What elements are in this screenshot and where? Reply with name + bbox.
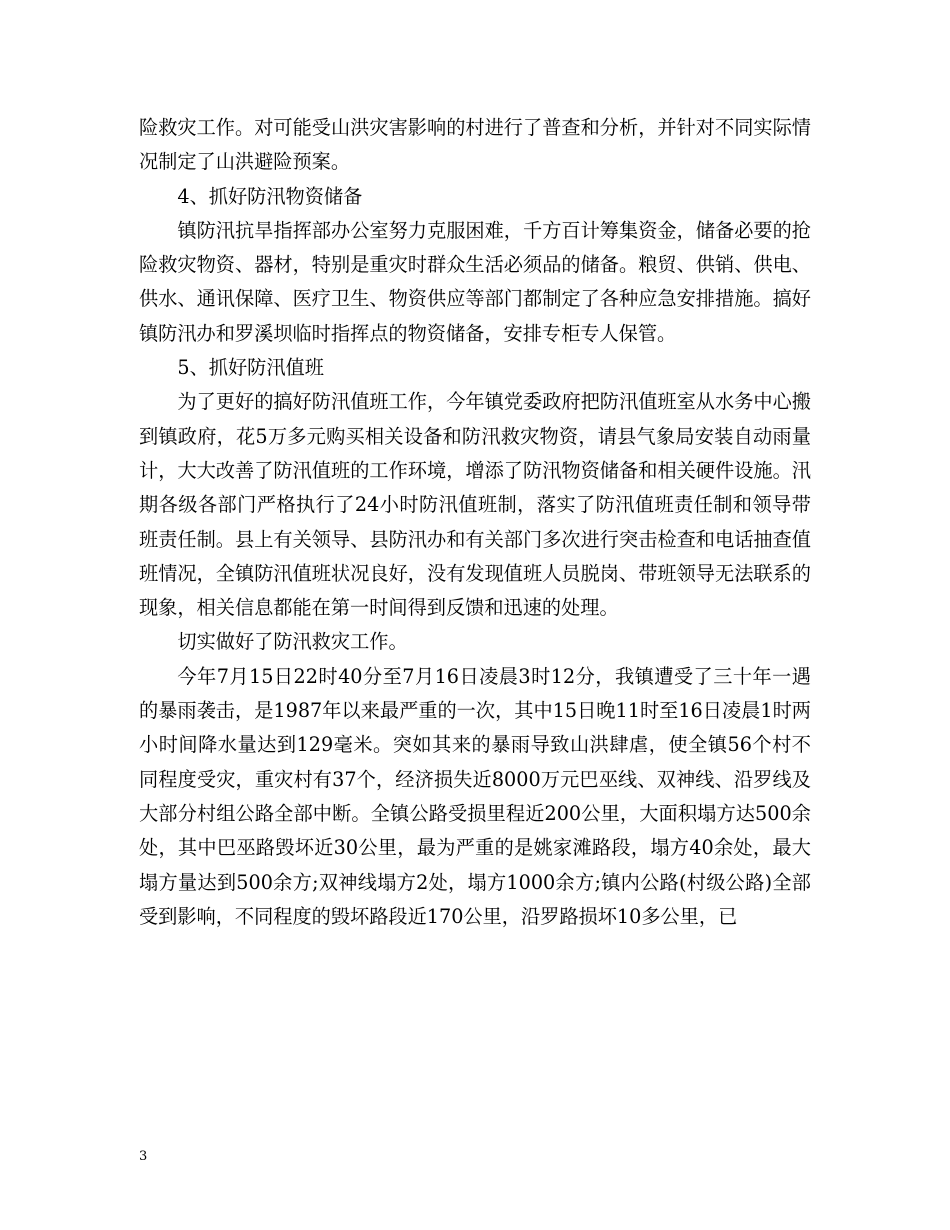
paragraph-4: 切实做好了防汛救灾工作。 [177, 630, 408, 654]
paragraph-1: 险救灾工作。对可能受山洪灾害影响的村进行了普查和分析，并针对不同实际情况制定了山洪避险预案。 [139, 116, 811, 174]
section-heading-4: 4、抓好防汛物资储备 [177, 184, 363, 208]
page-number: 3 [139, 1149, 148, 1164]
paragraph-3: 为了更好的搞好防汛值班工作，今年镇党委政府把防汛值班室从水务中心搬到镇政府，花5万多元购买相关设备和防汛救灾物资，请县气象局安装自动雨量计，大大改善了防汛值班的工作环境，增添了防汛物资储备和相关硬件设施。汛期各级各部门严格执行了24小时防汛值班制，落实了防汛值班责任制和领导带班责任制。县上有关领导、县防汛办和有关部门多次进行突击检查和电话抽查值班情况，全镇防汛值班状况良好，没有发现值班人员脱岗、带班领导无法联系的现象，相关信息都能在第一时间得到反馈和迅速的处理。 [139, 390, 811, 620]
paragraph-2: 镇防汛抗旱指挥部办公室努力克服困难，千方百计筹集资金，储备必要的抢险救灾物资、器材，特别是重灾时群众生活必须品的储备。粮贸、供销、供电、供水、通讯保障、医疗卫生、物资供应等部门都制定了各种应急安排措施。搞好镇防汛办和罗溪坝临时指挥点的物资储备，安排专柜专人保管。 [139, 218, 811, 345]
section-heading-5: 5、抓好防汛值班 [177, 356, 324, 380]
paragraph-5: 今年7月15日22时40分至7月16日凌晨3时12分，我镇遭受了三十年一遇的暴雨袭击，是1987年以来最严重的一次，其中15日晚11时至16日凌晨1时两小时间降水量达到129毫米。突如其来的暴雨导致山洪肆虐，使全镇56个村不同程度受灾，重灾村有37个，经济损失近8000万元巴巫线、双神线、沿罗线及大部分村组公路全部中断。全镇公路受损里程近200公里，大面积塌方达500余处，其中巴巫路毁坏近30公里，最为严重的是姚家滩路段，塌方40余处，最大塌方量达到500余方;双神线塌方2处，塌方1000余方;镇内公路(村级公路)全部受到影响，不同程度的毁坏路段近170公里，沿罗路损坏10多公里，已 [139, 664, 811, 928]
document-body [139, 111, 811, 934]
